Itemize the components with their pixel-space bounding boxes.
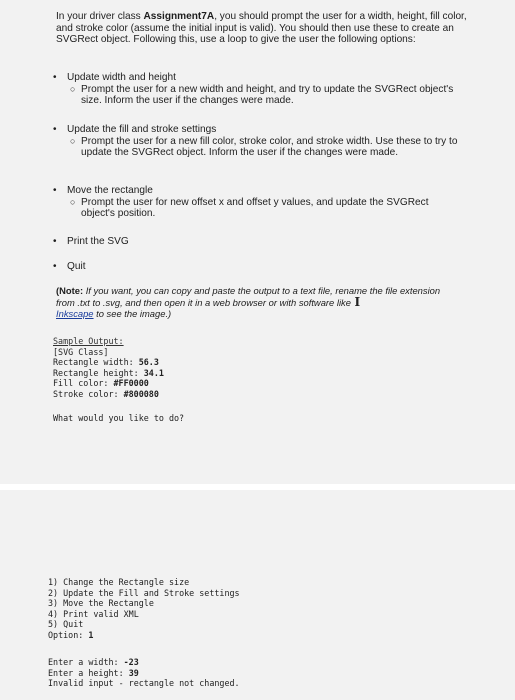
option-detail: ○ Prompt the user for a new width and height, and try to update the SVGRect object's size. Inform the user if the changes were made. <box>70 83 454 107</box>
menu-item: 5) Quit <box>48 619 84 630</box>
option-detail: ○ Prompt the user for a new fill color, stroke color, and stroke width. Use these to try to update the SVGRect object. Inform the user if the changes were made. <box>70 135 458 159</box>
bullet-icon: • <box>53 261 57 272</box>
sample-row: Stroke color: #800080 <box>53 388 159 399</box>
bullet-icon: • <box>53 124 57 135</box>
sample-row: Fill color: #FF0000 <box>53 378 149 389</box>
menu-item: 1) Change the Rectangle size <box>48 577 190 587</box>
intro-text-rest: , you should prompt the user for a width, height, fill color, and stroke color (assume the initial input is valid). You should then use these to create an SVGRect object. Following this, use a loop to give the user the following options: <box>56 11 467 46</box>
menu-item: 3) Move the Rectangle <box>48 598 154 609</box>
option-title: Move the rectangle <box>67 185 153 196</box>
option-item <box>53 236 487 248</box>
inkscape-link[interactable]: Inkscape <box>56 307 94 319</box>
sample-row: Rectangle width: 56.3 <box>53 357 159 368</box>
class-line: [SVG Class] <box>53 346 109 357</box>
what-to-do-prompt: What would you like to do? <box>53 413 185 423</box>
intro-paragraph <box>56 11 481 46</box>
circle-bullet-icon: ○ <box>70 196 76 207</box>
option-line: Option: 1 <box>48 629 94 640</box>
option-title: Quit <box>67 261 86 272</box>
intro-text: In your driver class <box>56 11 144 22</box>
option-item <box>53 124 487 159</box>
circle-bullet-icon: ○ <box>70 83 76 94</box>
option-title: Print the SVG <box>67 236 129 247</box>
bullet-icon: • <box>53 236 57 247</box>
console-panel <box>41 490 515 700</box>
circle-bullet-icon: ○ <box>70 135 76 146</box>
menu-output <box>48 577 348 641</box>
option-item <box>53 185 487 220</box>
sample-output <box>53 336 353 400</box>
class-name: Assignment7A <box>143 11 215 22</box>
sample-output-header: Sample Output: <box>53 336 124 346</box>
note-paragraph: (Note: If you want, you can copy and paste the output to a text file, rename the file extension from .txt to .svg, and then open it in a web browser or with software like I Inkscape to see the image.) <box>56 285 441 319</box>
text-cursor-icon: I <box>354 294 361 309</box>
bullet-icon: • <box>53 185 57 196</box>
option-detail: ○ Prompt the user for new offset x and offset y values, and update the SVGRect object's position. <box>70 196 429 220</box>
option-title: Update width and height <box>67 72 176 83</box>
bullet-icon: • <box>53 72 57 83</box>
result-message: Invalid input - rectangle not changed. <box>48 678 240 689</box>
menu-item: 2) Update the Fill and Stroke settings <box>48 587 240 598</box>
option-item <box>53 72 487 107</box>
option-title: Update the fill and stroke settings <box>67 124 217 135</box>
input-output <box>48 657 348 689</box>
instructions-panel <box>41 0 515 484</box>
option-item <box>53 261 487 273</box>
menu-item: 4) Print valid XML <box>48 608 139 619</box>
sample-row: Rectangle height: 34.1 <box>53 367 164 378</box>
width-input-line: Enter a width: -23 <box>48 657 139 667</box>
height-input-line: Enter a height: 39 <box>48 667 139 678</box>
